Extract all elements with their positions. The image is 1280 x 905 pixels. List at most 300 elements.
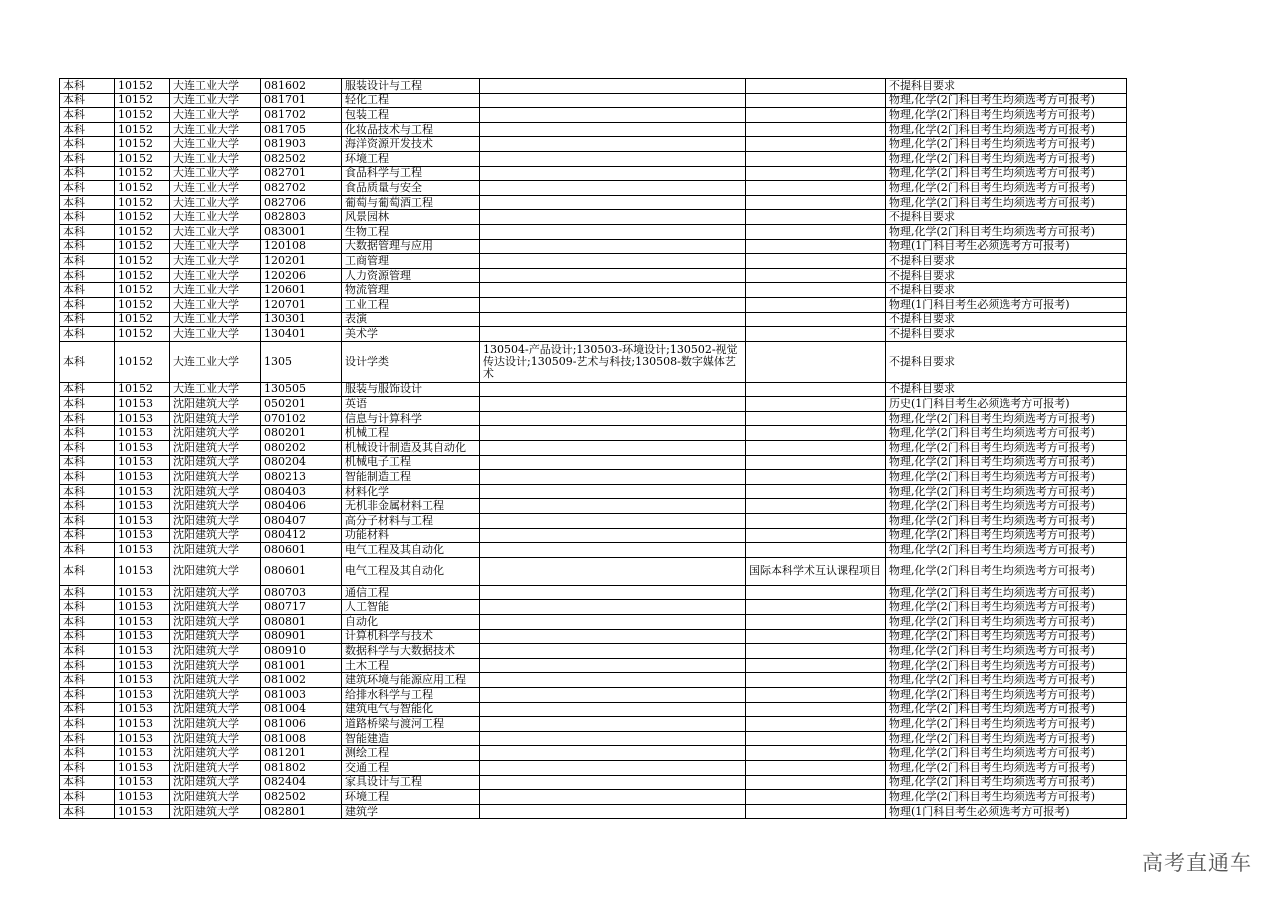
major-name-cell: 服装与服饰设计	[342, 382, 480, 397]
major-code-cell: 081008	[261, 731, 342, 746]
major-name-cell: 包装工程	[342, 108, 480, 123]
included-majors-cell	[480, 426, 746, 441]
included-majors-cell	[480, 312, 746, 327]
subject-requirement-cell: 物理,化学(2门科目考生均须选考方可报考)	[886, 557, 1127, 585]
table-row	[60, 702, 1127, 717]
school-name-cell: 大连工业大学	[170, 327, 261, 342]
school-name-cell: 大连工业大学	[170, 312, 261, 327]
subject-requirement-cell: 物理,化学(2门科目考生均须选考方可报考)	[886, 658, 1127, 673]
school-code-cell: 10153	[115, 629, 170, 644]
major-code-cell: 083001	[261, 224, 342, 239]
table-row	[60, 600, 1127, 615]
major-code-cell: 081002	[261, 673, 342, 688]
major-name-cell: 美术学	[342, 327, 480, 342]
school-code-cell: 10153	[115, 615, 170, 630]
subject-requirement-cell: 物理,化学(2门科目考生均须选考方可报考)	[886, 731, 1127, 746]
major-name-cell: 道路桥梁与渡河工程	[342, 717, 480, 732]
note-cell	[746, 470, 886, 485]
major-name-cell: 风景园林	[342, 210, 480, 225]
school-name-cell: 沈阳建筑大学	[170, 455, 261, 470]
major-name-cell: 工业工程	[342, 297, 480, 312]
included-majors-cell	[480, 528, 746, 543]
school-name-cell: 沈阳建筑大学	[170, 441, 261, 456]
included-majors-cell	[480, 702, 746, 717]
subject-requirement-cell: 不提科目要求	[886, 79, 1127, 94]
included-majors-cell	[480, 717, 746, 732]
major-code-cell: 082702	[261, 181, 342, 196]
school-code-cell: 10153	[115, 775, 170, 790]
table-row	[60, 615, 1127, 630]
school-code-cell: 10152	[115, 341, 170, 382]
major-code-cell: 082801	[261, 804, 342, 819]
note-cell	[746, 108, 886, 123]
school-name-cell: 沈阳建筑大学	[170, 411, 261, 426]
note-cell	[746, 528, 886, 543]
subject-requirement-cell: 物理(1门科目考生必须选考方可报考)	[886, 239, 1127, 254]
school-name-cell: 沈阳建筑大学	[170, 499, 261, 514]
major-name-cell: 功能材料	[342, 528, 480, 543]
table-row	[60, 557, 1127, 585]
school-name-cell: 沈阳建筑大学	[170, 687, 261, 702]
major-code-cell: 080717	[261, 600, 342, 615]
note-cell	[746, 210, 886, 225]
school-code-cell: 10152	[115, 382, 170, 397]
school-code-cell: 10153	[115, 484, 170, 499]
major-code-cell: 120201	[261, 254, 342, 269]
note-cell	[746, 166, 886, 181]
subject-requirement-cell: 物理,化学(2门科目考生均须选考方可报考)	[886, 137, 1127, 152]
note-cell	[746, 687, 886, 702]
major-name-cell: 土木工程	[342, 658, 480, 673]
major-code-cell: 130401	[261, 327, 342, 342]
note-cell	[746, 327, 886, 342]
major-name-cell: 环境工程	[342, 151, 480, 166]
subject-requirement-cell: 物理(1门科目考生必须选考方可报考)	[886, 804, 1127, 819]
note-cell	[746, 673, 886, 688]
school-code-cell: 10152	[115, 210, 170, 225]
level-cell: 本科	[60, 254, 115, 269]
included-majors-cell	[480, 543, 746, 558]
table-row	[60, 297, 1127, 312]
table-row	[60, 470, 1127, 485]
subject-requirement-cell: 物理,化学(2门科目考生均须选考方可报考)	[886, 441, 1127, 456]
included-majors-cell	[480, 224, 746, 239]
school-code-cell: 10152	[115, 254, 170, 269]
major-code-cell: 081705	[261, 122, 342, 137]
table-row	[60, 137, 1127, 152]
major-name-cell: 电气工程及其自动化	[342, 543, 480, 558]
major-code-cell: 080201	[261, 426, 342, 441]
table-row	[60, 108, 1127, 123]
school-name-cell: 大连工业大学	[170, 239, 261, 254]
major-code-cell: 082701	[261, 166, 342, 181]
subject-requirement-cell: 物理,化学(2门科目考生均须选考方可报考)	[886, 470, 1127, 485]
subject-requirement-cell: 不提科目要求	[886, 312, 1127, 327]
level-cell: 本科	[60, 658, 115, 673]
table-row	[60, 790, 1127, 805]
subject-requirement-cell: 物理,化学(2门科目考生均须选考方可报考)	[886, 687, 1127, 702]
school-code-cell: 10152	[115, 151, 170, 166]
level-cell: 本科	[60, 644, 115, 659]
school-code-cell: 10153	[115, 673, 170, 688]
school-code-cell: 10153	[115, 760, 170, 775]
school-code-cell: 10152	[115, 137, 170, 152]
included-majors-cell	[480, 327, 746, 342]
school-name-cell: 大连工业大学	[170, 254, 261, 269]
included-majors-cell	[480, 687, 746, 702]
note-cell	[746, 441, 886, 456]
major-name-cell: 机械电子工程	[342, 455, 480, 470]
included-majors-cell	[480, 629, 746, 644]
note-cell	[746, 283, 886, 298]
school-code-cell: 10153	[115, 426, 170, 441]
level-cell: 本科	[60, 600, 115, 615]
table-row	[60, 254, 1127, 269]
school-code-cell: 10153	[115, 600, 170, 615]
note-cell	[746, 397, 886, 412]
major-name-cell: 人力资源管理	[342, 268, 480, 283]
level-cell: 本科	[60, 470, 115, 485]
note-cell	[746, 644, 886, 659]
major-name-cell: 轻化工程	[342, 93, 480, 108]
school-name-cell: 沈阳建筑大学	[170, 426, 261, 441]
school-name-cell: 大连工业大学	[170, 210, 261, 225]
school-name-cell: 大连工业大学	[170, 195, 261, 210]
level-cell: 本科	[60, 543, 115, 558]
included-majors-cell	[480, 455, 746, 470]
table-row	[60, 760, 1127, 775]
school-name-cell: 沈阳建筑大学	[170, 514, 261, 529]
table-row	[60, 210, 1127, 225]
major-code-cell: 120701	[261, 297, 342, 312]
table-row	[60, 327, 1127, 342]
level-cell: 本科	[60, 528, 115, 543]
major-code-cell: 082502	[261, 151, 342, 166]
major-code-cell: 130301	[261, 312, 342, 327]
note-cell	[746, 93, 886, 108]
subject-requirement-cell: 物理,化学(2门科目考生均须选考方可报考)	[886, 122, 1127, 137]
level-cell: 本科	[60, 702, 115, 717]
school-name-cell: 沈阳建筑大学	[170, 585, 261, 600]
included-majors-cell	[480, 600, 746, 615]
major-code-cell: 1305	[261, 341, 342, 382]
major-name-cell: 材料化学	[342, 484, 480, 499]
major-code-cell: 080202	[261, 441, 342, 456]
major-code-cell: 081702	[261, 108, 342, 123]
table-row	[60, 195, 1127, 210]
note-cell	[746, 717, 886, 732]
included-majors-cell	[480, 658, 746, 673]
level-cell: 本科	[60, 108, 115, 123]
school-name-cell: 沈阳建筑大学	[170, 615, 261, 630]
major-name-cell: 建筑环境与能源应用工程	[342, 673, 480, 688]
included-majors-cell	[480, 122, 746, 137]
subject-requirement-cell: 物理,化学(2门科目考生均须选考方可报考)	[886, 528, 1127, 543]
included-majors-cell	[480, 790, 746, 805]
table-row	[60, 775, 1127, 790]
major-code-cell: 070102	[261, 411, 342, 426]
table-row	[60, 746, 1127, 761]
school-name-cell: 沈阳建筑大学	[170, 629, 261, 644]
major-name-cell: 化妆品技术与工程	[342, 122, 480, 137]
table-row	[60, 804, 1127, 819]
level-cell: 本科	[60, 441, 115, 456]
table-row	[60, 397, 1127, 412]
school-name-cell: 沈阳建筑大学	[170, 658, 261, 673]
school-code-cell: 10153	[115, 658, 170, 673]
table-row	[60, 239, 1127, 254]
school-code-cell: 10152	[115, 283, 170, 298]
level-cell: 本科	[60, 137, 115, 152]
major-code-cell: 130505	[261, 382, 342, 397]
level-cell: 本科	[60, 151, 115, 166]
major-name-cell: 食品科学与工程	[342, 166, 480, 181]
major-name-cell: 机械设计制造及其自动化	[342, 441, 480, 456]
major-name-cell: 信息与计算科学	[342, 411, 480, 426]
school-name-cell: 沈阳建筑大学	[170, 470, 261, 485]
major-name-cell: 计算机科学与技术	[342, 629, 480, 644]
major-code-cell: 082706	[261, 195, 342, 210]
table-row	[60, 455, 1127, 470]
major-name-cell: 设计学类	[342, 341, 480, 382]
major-code-cell: 080407	[261, 514, 342, 529]
major-name-cell: 生物工程	[342, 224, 480, 239]
subject-requirement-cell: 物理,化学(2门科目考生均须选考方可报考)	[886, 93, 1127, 108]
level-cell: 本科	[60, 239, 115, 254]
level-cell: 本科	[60, 514, 115, 529]
subject-requirement-cell: 物理,化学(2门科目考生均须选考方可报考)	[886, 644, 1127, 659]
included-majors-cell	[480, 283, 746, 298]
major-code-cell: 081201	[261, 746, 342, 761]
level-cell: 本科	[60, 93, 115, 108]
included-majors-cell	[480, 397, 746, 412]
included-majors-cell	[480, 254, 746, 269]
level-cell: 本科	[60, 297, 115, 312]
subject-requirement-cell: 物理,化学(2门科目考生均须选考方可报考)	[886, 585, 1127, 600]
school-name-cell: 大连工业大学	[170, 297, 261, 312]
subject-requirement-cell: 物理,化学(2门科目考生均须选考方可报考)	[886, 455, 1127, 470]
included-majors-cell	[480, 673, 746, 688]
note-cell	[746, 224, 886, 239]
subject-requirement-cell: 物理,化学(2门科目考生均须选考方可报考)	[886, 484, 1127, 499]
school-code-cell: 10153	[115, 455, 170, 470]
major-name-cell: 通信工程	[342, 585, 480, 600]
major-code-cell: 081004	[261, 702, 342, 717]
table-row	[60, 514, 1127, 529]
subject-requirement-cell: 物理,化学(2门科目考生均须选考方可报考)	[886, 702, 1127, 717]
included-majors-cell	[480, 760, 746, 775]
school-name-cell: 大连工业大学	[170, 122, 261, 137]
school-code-cell: 10152	[115, 166, 170, 181]
note-cell	[746, 122, 886, 137]
major-code-cell: 080204	[261, 455, 342, 470]
included-majors-cell	[480, 108, 746, 123]
subject-requirement-cell: 不提科目要求	[886, 341, 1127, 382]
subject-requirement-cell: 物理,化学(2门科目考生均须选考方可报考)	[886, 108, 1127, 123]
included-majors-cell	[480, 166, 746, 181]
level-cell: 本科	[60, 687, 115, 702]
school-name-cell: 大连工业大学	[170, 224, 261, 239]
level-cell: 本科	[60, 499, 115, 514]
school-name-cell: 沈阳建筑大学	[170, 804, 261, 819]
note-cell	[746, 312, 886, 327]
major-name-cell: 海洋资源开发技术	[342, 137, 480, 152]
school-name-cell: 大连工业大学	[170, 137, 261, 152]
table-row	[60, 411, 1127, 426]
included-majors-cell	[480, 804, 746, 819]
note-cell	[746, 382, 886, 397]
level-cell: 本科	[60, 327, 115, 342]
subject-requirement-cell: 物理,化学(2门科目考生均须选考方可报考)	[886, 181, 1127, 196]
subject-requirement-cell: 物理,化学(2门科目考生均须选考方可报考)	[886, 629, 1127, 644]
major-name-cell: 机械工程	[342, 426, 480, 441]
school-code-cell: 10153	[115, 731, 170, 746]
major-name-cell: 英语	[342, 397, 480, 412]
level-cell: 本科	[60, 283, 115, 298]
note-cell: 国际本科学术互认课程项目	[746, 557, 886, 585]
included-majors-cell	[480, 470, 746, 485]
school-code-cell: 10153	[115, 557, 170, 585]
major-name-cell: 建筑学	[342, 804, 480, 819]
note-cell	[746, 411, 886, 426]
level-cell: 本科	[60, 382, 115, 397]
school-name-cell: 大连工业大学	[170, 268, 261, 283]
major-code-cell: 081602	[261, 79, 342, 94]
subject-requirement-cell: 历史(1门科目考生必须选考方可报考)	[886, 397, 1127, 412]
subject-requirement-cell: 物理,化学(2门科目考生均须选考方可报考)	[886, 499, 1127, 514]
subject-requirement-cell: 不提科目要求	[886, 283, 1127, 298]
note-cell	[746, 760, 886, 775]
major-code-cell: 081903	[261, 137, 342, 152]
table-row	[60, 687, 1127, 702]
subject-requirement-cell: 物理,化学(2门科目考生均须选考方可报考)	[886, 746, 1127, 761]
note-cell	[746, 775, 886, 790]
included-majors-cell	[480, 195, 746, 210]
school-code-cell: 10153	[115, 514, 170, 529]
note-cell	[746, 254, 886, 269]
major-code-cell: 080910	[261, 644, 342, 659]
school-code-cell: 10153	[115, 470, 170, 485]
table-row	[60, 644, 1127, 659]
watermark-logo-text: 高考直通车	[1142, 851, 1252, 875]
table-row	[60, 585, 1127, 600]
subject-requirement-cell: 物理,化学(2门科目考生均须选考方可报考)	[886, 411, 1127, 426]
included-majors-cell	[480, 441, 746, 456]
major-name-cell: 自动化	[342, 615, 480, 630]
major-name-cell: 智能制造工程	[342, 470, 480, 485]
major-code-cell: 081001	[261, 658, 342, 673]
table-row	[60, 717, 1127, 732]
table-row	[60, 341, 1127, 382]
school-name-cell: 沈阳建筑大学	[170, 717, 261, 732]
table-row	[60, 731, 1127, 746]
major-name-cell: 食品质量与安全	[342, 181, 480, 196]
major-name-cell: 无机非金属材料工程	[342, 499, 480, 514]
school-name-cell: 大连工业大学	[170, 151, 261, 166]
subject-requirement-cell: 物理,化学(2门科目考生均须选考方可报考)	[886, 673, 1127, 688]
level-cell: 本科	[60, 629, 115, 644]
school-name-cell: 沈阳建筑大学	[170, 702, 261, 717]
included-majors-cell	[480, 93, 746, 108]
level-cell: 本科	[60, 166, 115, 181]
level-cell: 本科	[60, 746, 115, 761]
school-name-cell: 沈阳建筑大学	[170, 543, 261, 558]
note-cell	[746, 239, 886, 254]
major-code-cell: 081701	[261, 93, 342, 108]
included-majors-cell	[480, 585, 746, 600]
major-code-cell: 080403	[261, 484, 342, 499]
level-cell: 本科	[60, 397, 115, 412]
included-majors-cell	[480, 644, 746, 659]
note-cell	[746, 804, 886, 819]
included-majors-cell	[480, 731, 746, 746]
major-code-cell: 080901	[261, 629, 342, 644]
level-cell: 本科	[60, 210, 115, 225]
level-cell: 本科	[60, 411, 115, 426]
major-code-cell: 120601	[261, 283, 342, 298]
included-majors-cell	[480, 239, 746, 254]
school-name-cell: 大连工业大学	[170, 166, 261, 181]
table-row	[60, 166, 1127, 181]
school-code-cell: 10152	[115, 297, 170, 312]
table-row	[60, 151, 1127, 166]
major-name-cell: 服装设计与工程	[342, 79, 480, 94]
major-name-cell: 智能建造	[342, 731, 480, 746]
school-code-cell: 10152	[115, 79, 170, 94]
school-name-cell: 沈阳建筑大学	[170, 760, 261, 775]
subject-requirement-cell: 不提科目要求	[886, 268, 1127, 283]
level-cell: 本科	[60, 268, 115, 283]
table-row	[60, 122, 1127, 137]
school-code-cell: 10153	[115, 804, 170, 819]
subject-requirement-cell: 物理,化学(2门科目考生均须选考方可报考)	[886, 717, 1127, 732]
note-cell	[746, 543, 886, 558]
level-cell: 本科	[60, 341, 115, 382]
level-cell: 本科	[60, 426, 115, 441]
table-row	[60, 181, 1127, 196]
table-row	[60, 426, 1127, 441]
subject-requirement-cell: 不提科目要求	[886, 254, 1127, 269]
table-body	[60, 79, 1127, 819]
level-cell: 本科	[60, 775, 115, 790]
major-code-cell: 081802	[261, 760, 342, 775]
major-name-cell: 高分子材料与工程	[342, 514, 480, 529]
table-row	[60, 484, 1127, 499]
table-row	[60, 543, 1127, 558]
major-code-cell: 081006	[261, 717, 342, 732]
school-code-cell: 10153	[115, 543, 170, 558]
subject-requirement-cell: 不提科目要求	[886, 327, 1127, 342]
included-majors-cell	[480, 484, 746, 499]
level-cell: 本科	[60, 312, 115, 327]
school-name-cell: 沈阳建筑大学	[170, 673, 261, 688]
level-cell: 本科	[60, 195, 115, 210]
major-code-cell: 082404	[261, 775, 342, 790]
school-code-cell: 10152	[115, 268, 170, 283]
included-majors-cell	[480, 268, 746, 283]
subject-requirement-cell: 物理,化学(2门科目考生均须选考方可报考)	[886, 760, 1127, 775]
school-code-cell: 10152	[115, 108, 170, 123]
major-code-cell: 120206	[261, 268, 342, 283]
school-code-cell: 10152	[115, 181, 170, 196]
school-name-cell: 沈阳建筑大学	[170, 644, 261, 659]
school-name-cell: 大连工业大学	[170, 79, 261, 94]
major-code-cell: 080703	[261, 585, 342, 600]
subject-requirement-cell: 物理,化学(2门科目考生均须选考方可报考)	[886, 790, 1127, 805]
school-code-cell: 10152	[115, 239, 170, 254]
included-majors-cell	[480, 557, 746, 585]
subject-requirement-cell: 物理(1门科目考生必须选考方可报考)	[886, 297, 1127, 312]
